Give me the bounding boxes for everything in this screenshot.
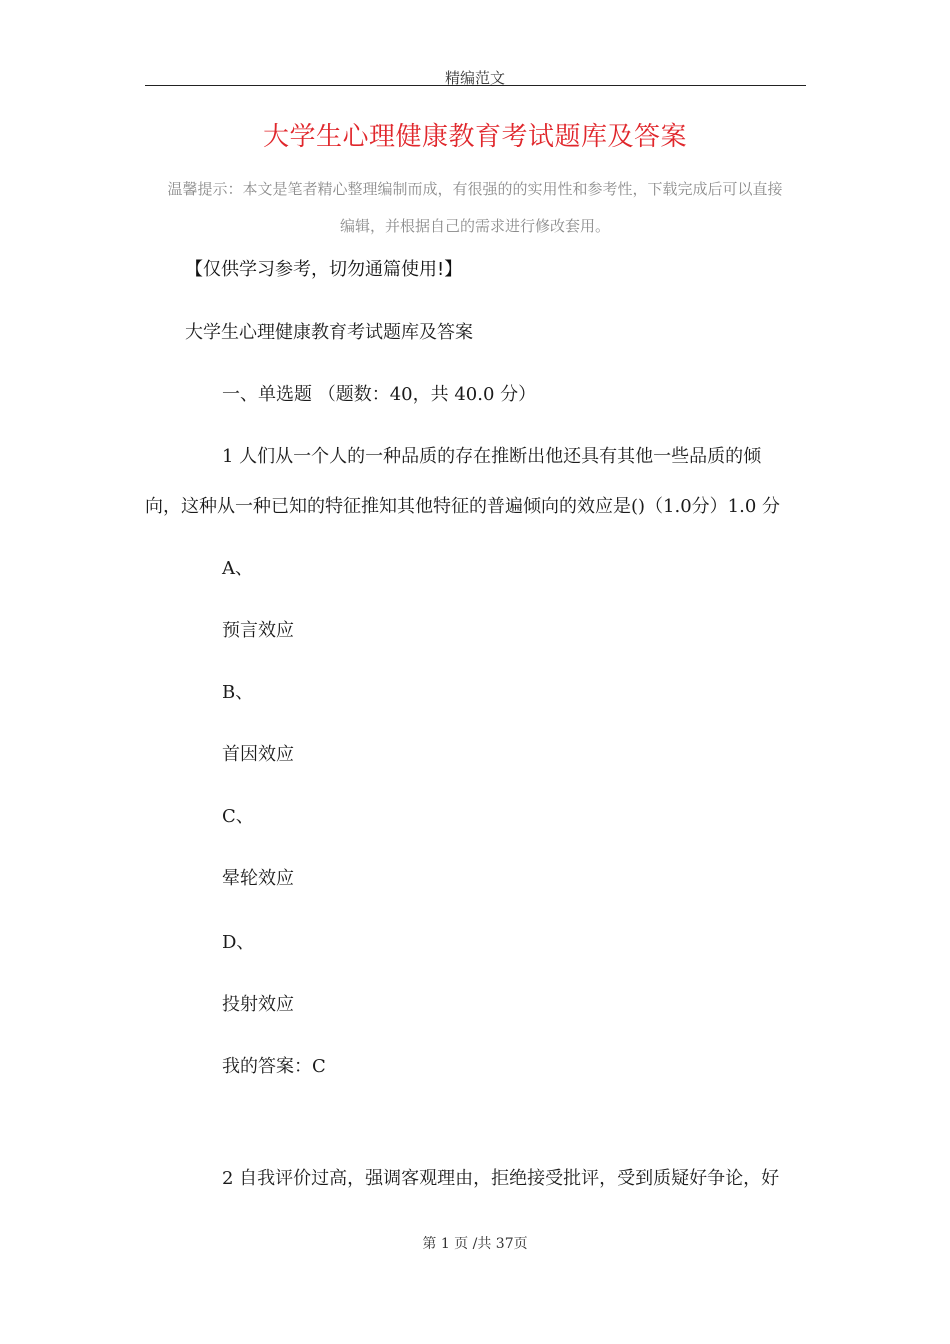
question-2-line-1: 2 自我评价过高，强调客观理由，拒绝接受批评，受到质疑好争论，好 <box>222 1168 780 1189</box>
my-answer: 我的答案：C <box>222 1056 326 1077</box>
tip-line-2: 编辑，并根据自己的需求进行修改套用。 <box>339 217 610 235</box>
question-1-line-1: 1 人们从一个人的一种品质的存在推断出他还具有其他一些品质的倾 <box>222 446 762 467</box>
section-heading: 一、单选题 （题数：40，共 40.0 分） <box>222 384 537 405</box>
usage-notice: 【仅供学习参考，切勿通篇使用!】 <box>185 259 463 280</box>
document-title: 大学生心理健康教育考试题库及答案 <box>262 122 687 152</box>
option-a-text: 预言效应 <box>222 620 294 641</box>
option-d-label: D、 <box>222 932 255 953</box>
option-b-text: 首因效应 <box>222 744 294 765</box>
doc-subtitle: 大学生心理健康教育考试题库及答案 <box>185 322 473 343</box>
option-a-label: A、 <box>222 558 253 579</box>
option-d-text: 投射效应 <box>222 994 294 1015</box>
tip-line-1: 温馨提示：本文是笔者精心整理编制而成，有很强的的实用性和参考性，下载完成后可以直接 <box>167 180 783 198</box>
header-divider <box>145 85 806 86</box>
option-b-label: B、 <box>222 682 254 703</box>
option-c-label: C、 <box>222 806 254 827</box>
question-1-line-2: 向，这种从一种已知的特征推知其他特征的普遍倾向的效应是()（1.0分）1.0 分 <box>145 496 781 517</box>
page-header-label: 精编范文 <box>444 69 505 87</box>
page-footer: 第 1 页 /共 37页 <box>422 1236 528 1252</box>
option-c-text: 晕轮效应 <box>222 868 294 889</box>
